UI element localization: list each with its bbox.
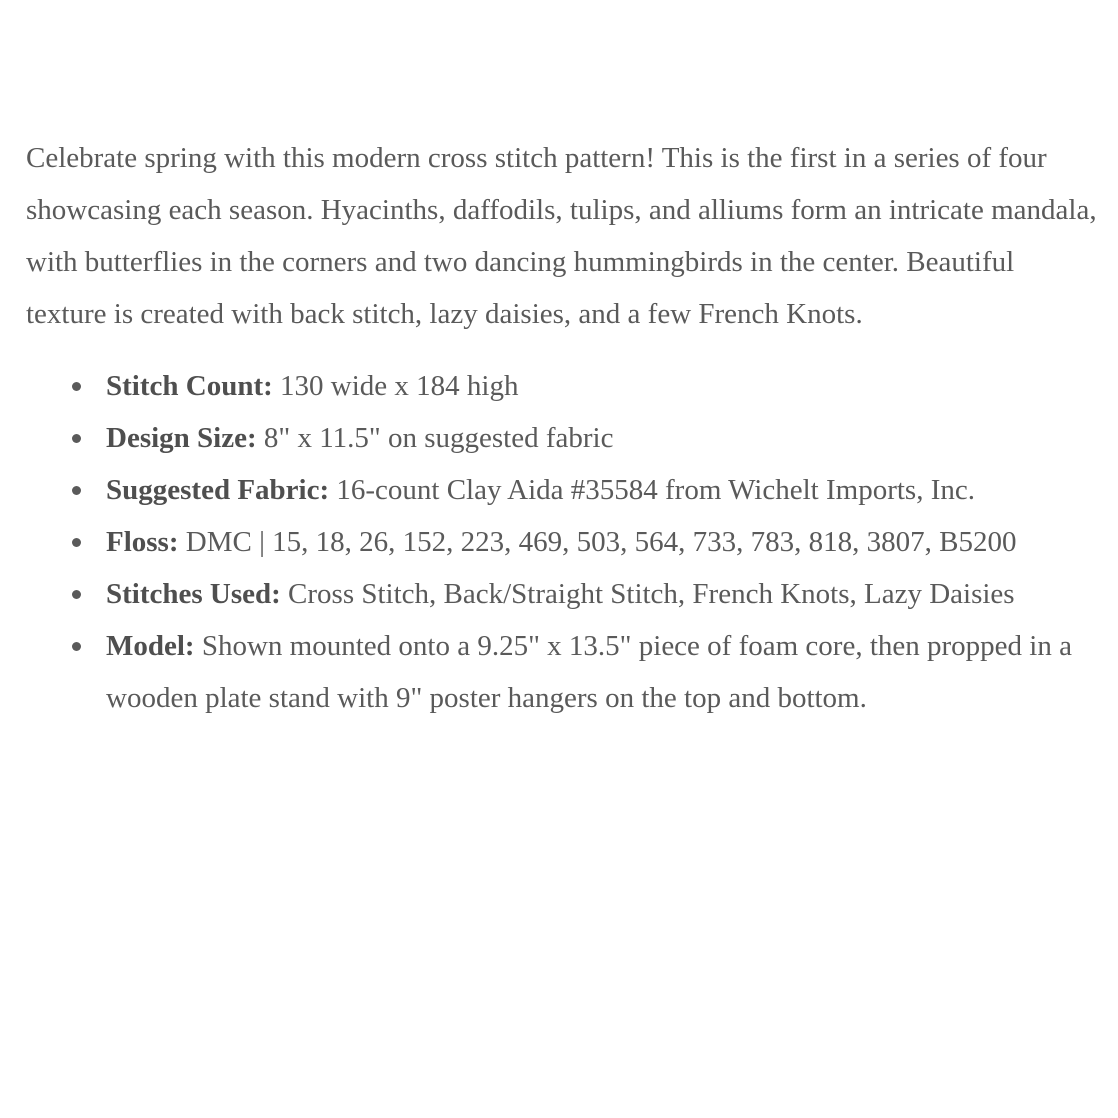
bullet-icon xyxy=(72,538,81,547)
detail-value: 130 wide x 184 high xyxy=(280,370,519,402)
detail-suggested-fabric xyxy=(106,464,1101,516)
detail-label: Model: xyxy=(106,630,195,662)
detail-floss xyxy=(106,516,1101,568)
bullet-icon xyxy=(72,434,81,443)
detail-label: Floss: xyxy=(106,526,179,558)
detail-value: 8" x 11.5" on suggested fabric xyxy=(263,422,614,454)
detail-label: Design Size: xyxy=(106,422,257,454)
detail-design-size xyxy=(106,412,1101,464)
detail-label: Stitch Count: xyxy=(106,370,273,402)
detail-model xyxy=(106,620,1101,724)
bullet-icon xyxy=(72,642,81,651)
detail-value: Cross Stitch, Back/Straight Stitch, French Knots, Lazy Daisies xyxy=(288,578,1015,610)
detail-value: DMC | 15, 18, 26, 152, 223, 469, 503, 564, 733, 783, 818, 3807, B5200 xyxy=(185,526,1017,558)
bullet-icon xyxy=(72,486,81,495)
detail-value: Shown mounted onto a 9.25" x 13.5" piece of foam core, then propped in a wooden plate stand with 9" poster hangers on the top and bottom. xyxy=(106,630,1072,714)
detail-label: Suggested Fabric: xyxy=(106,474,330,506)
detail-value: 16-count Clay Aida #35584 from Wichelt Imports, Inc. xyxy=(336,474,975,506)
bullet-icon xyxy=(72,590,81,599)
bullet-icon xyxy=(72,382,81,391)
details-list xyxy=(26,360,1101,724)
detail-label: Stitches Used: xyxy=(106,578,281,610)
product-description xyxy=(26,132,1101,724)
description-paragraph: Celebrate spring with this modern cross stitch pattern! This is the first in a series of four showcasing each season. Hyacinths, daffodils, tulips, and alliums form an intricate mandala, with butterflies in the corners and two dancing hummingbirds in the center. Beautiful texture is created with back stitch, lazy daisies, and a few French Knots. xyxy=(26,142,1097,330)
detail-stitches-used xyxy=(106,568,1101,620)
detail-stitch-count xyxy=(106,360,1101,412)
